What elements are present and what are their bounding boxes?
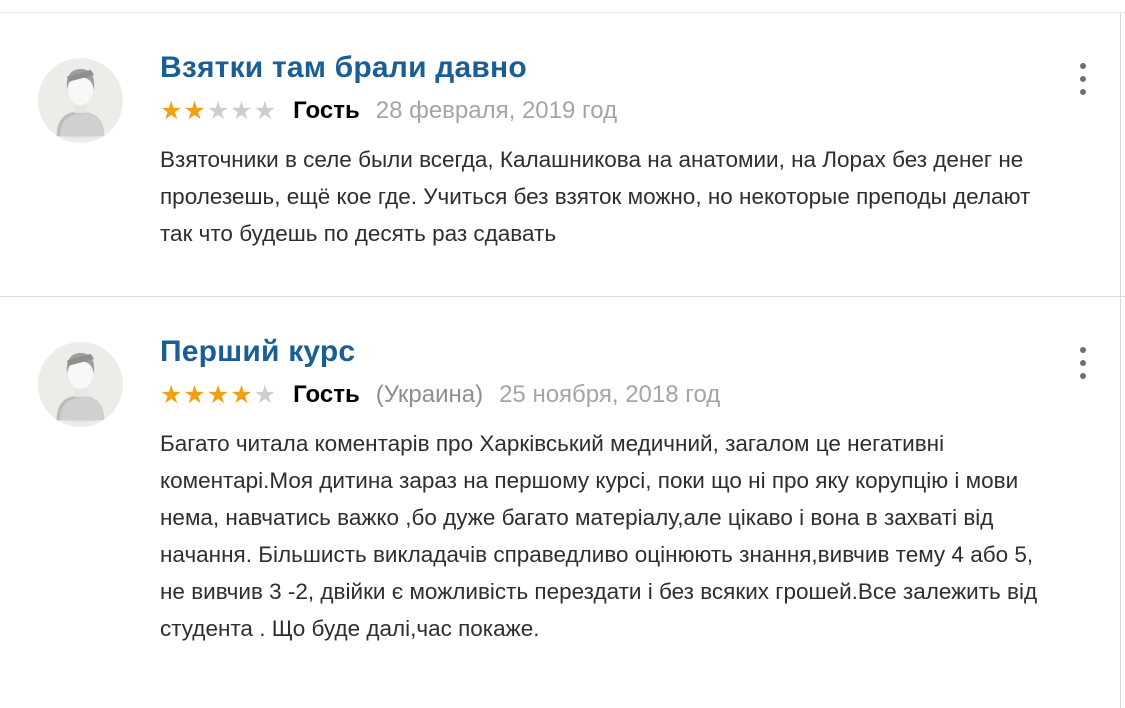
review-card — [0, 12, 1125, 296]
avatar — [38, 342, 123, 427]
review-meta — [160, 381, 1062, 409]
review-title: Перший курс — [160, 335, 356, 368]
review-author: Гость — [293, 381, 360, 408]
review-text: Взяточники в селе были всегда, Калашникова на анатомии, на Лорах без денег не пролезешь, ещё кое где. Учиться без взяток можно, но некоторые преподы делают так что будешь по десять раз сдавать — [160, 147, 1031, 246]
review-author-location: (Украина) — [375, 381, 484, 408]
review-text: Багато читала коментарів про Харківський медичний, загалом це негативні коментарі.Моя дитина зараз на першому курсі, поки що ні про яку корупцію і мови нема, навчатись важко ,бо дуже багато матеріалу,але цікаво і вона в захваті від начання. Більшисть викладачів справедливо оцінюють знання,вивчив тему 4 або 5, не вивчив 3 -2, двійки є можливість перездати і без всяких грошей.Все залежить від студента . Що буде далі,час покаже. — [160, 431, 1038, 641]
review-date: 25 ноября, 2018 год — [499, 381, 721, 408]
person-silhouette-icon — [38, 342, 123, 427]
avatar — [38, 58, 123, 143]
review-author: Гость — [293, 97, 360, 124]
kebab-menu-icon[interactable] — [1071, 59, 1095, 99]
review-card — [0, 296, 1125, 691]
review-content — [160, 334, 1062, 647]
review-title: Взятки там брали давно — [160, 51, 527, 84]
kebab-menu-icon[interactable] — [1071, 343, 1095, 383]
review-meta — [160, 97, 1062, 125]
star-rating-icon: ★★★★★ — [160, 380, 278, 409]
star-rating-icon: ★★★★★ — [160, 96, 278, 125]
review-date: 28 февраля, 2019 год — [375, 97, 618, 124]
review-content — [160, 50, 1062, 252]
reviews-list — [0, 12, 1125, 691]
person-silhouette-icon — [38, 58, 123, 143]
